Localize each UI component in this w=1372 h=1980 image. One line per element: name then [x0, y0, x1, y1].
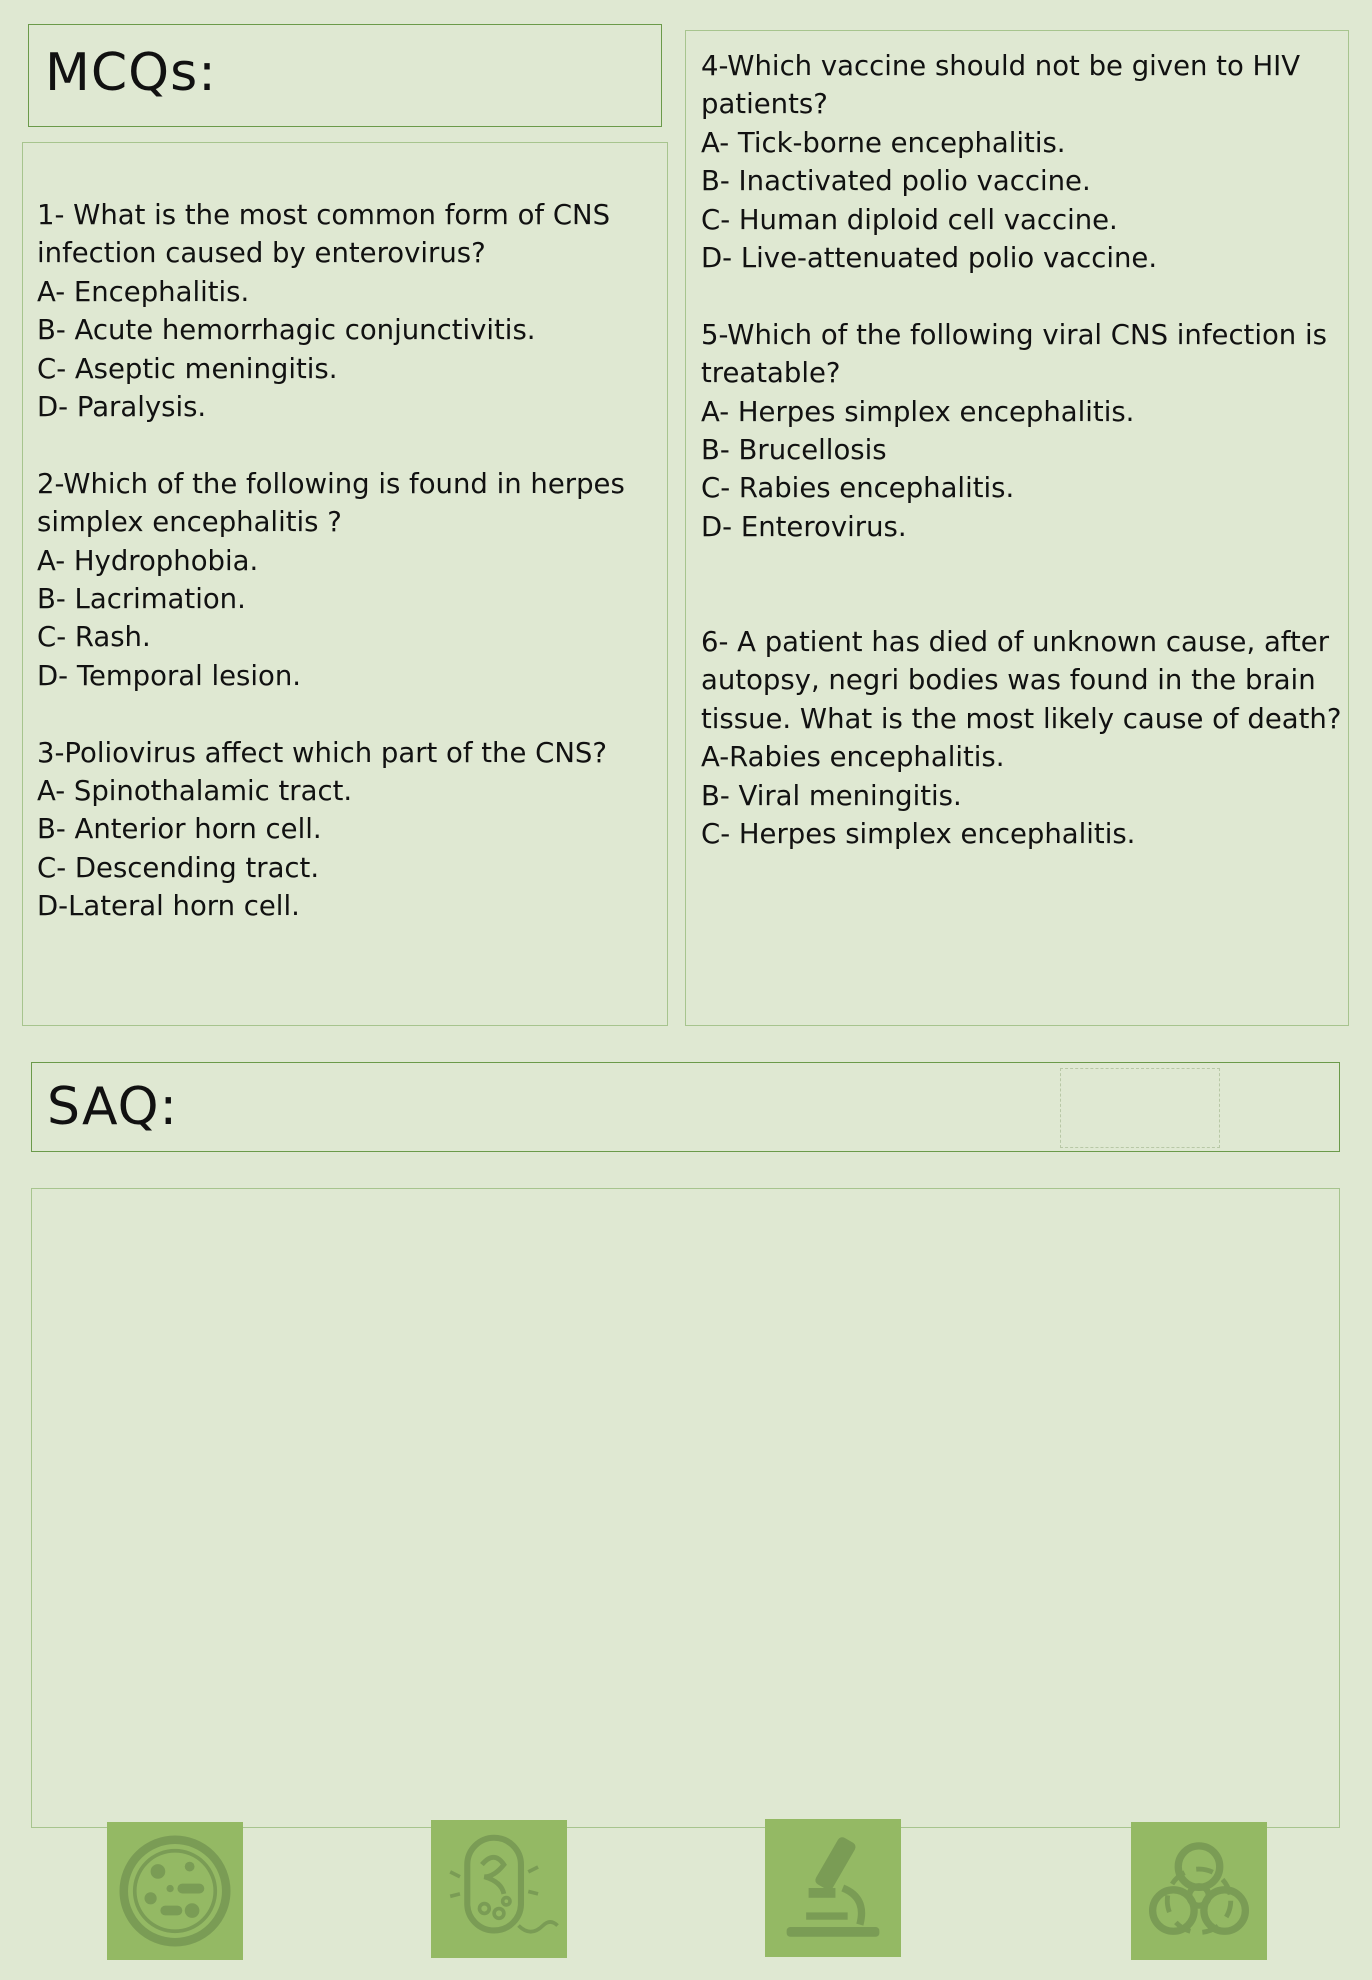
answer-option[interactable]: B- Acute hemorrhagic conjunctivitis.	[37, 314, 536, 347]
question-text: 5-Which of the following viral CNS infection is	[701, 318, 1327, 351]
placeholder-frame	[1060, 1068, 1220, 1148]
answer-option[interactable]: A- Herpes simplex encephalitis.	[701, 395, 1135, 428]
question-block	[701, 316, 1341, 546]
answer-option[interactable]: D- Live-attenuated polio vaccine.	[701, 242, 1158, 275]
mcq-title-box	[28, 24, 662, 127]
question-text: autopsy, negri bodies was found in the brain	[701, 664, 1316, 697]
microscope-icon	[772, 1827, 894, 1949]
bacterium-tile	[431, 1820, 567, 1958]
answer-option[interactable]: B- Viral meningitis.	[701, 779, 962, 812]
question-block	[37, 734, 657, 926]
answer-option[interactable]: A-Rabies encephalitis.	[701, 741, 1005, 774]
answer-option[interactable]: D-Lateral horn cell.	[37, 890, 300, 923]
answer-option[interactable]: C- Descending tract.	[37, 851, 320, 884]
answer-option[interactable]: B- Brucellosis	[701, 434, 887, 467]
saq-title: SAQ:	[47, 1077, 179, 1137]
question-text: 2-Which of the following is found in herpes	[37, 467, 625, 500]
question-gap	[701, 277, 1341, 315]
biohazard-tile	[1131, 1822, 1267, 1960]
question-text: 6- A patient has died of unknown cause, after	[701, 626, 1330, 659]
question-gap	[37, 426, 657, 464]
question-text: treatable?	[701, 357, 841, 390]
answer-option[interactable]: C- Rabies encephalitis.	[701, 472, 1015, 505]
answer-option[interactable]: C- Rash.	[37, 621, 151, 654]
question-gap	[701, 546, 1341, 623]
microscope-tile	[765, 1819, 901, 1957]
biohazard-icon	[1138, 1830, 1260, 1952]
mcq-title: MCQs:	[45, 43, 217, 103]
question-text: patients?	[701, 88, 828, 121]
question-block	[37, 196, 657, 426]
answer-option[interactable]: C- Aseptic meningitis.	[37, 352, 338, 385]
question-text: 1- What is the most common form of CNS	[37, 199, 611, 231]
answer-option[interactable]: B- Anterior horn cell.	[37, 813, 322, 846]
answer-option[interactable]: D- Temporal lesion.	[37, 659, 302, 692]
saq-title-box	[31, 1062, 1340, 1152]
question-text: infection caused by enterovirus?	[37, 237, 486, 270]
petri-dish-tile	[107, 1822, 243, 1960]
saq-answer-text	[32, 1189, 1339, 1221]
mcq-left-questions	[37, 196, 657, 926]
question-block	[37, 465, 657, 695]
question-gap	[37, 695, 657, 733]
petri-dish-icon	[114, 1830, 236, 1952]
answer-option[interactable]: A- Encephalitis.	[37, 275, 250, 308]
question-text: 4-Which vaccine should not be given to HIV	[701, 50, 1301, 82]
answer-option[interactable]: B- Inactivated polio vaccine.	[701, 165, 1091, 198]
question-text: simplex encephalitis ?	[37, 506, 342, 539]
answer-option[interactable]: A- Tick-borne encephalitis.	[701, 126, 1066, 159]
question-text: tissue. What is the most likely cause of death?	[701, 702, 1342, 735]
answer-option[interactable]: D- Enterovirus.	[701, 510, 907, 543]
answer-option[interactable]: A- Spinothalamic tract.	[37, 775, 353, 808]
answer-option[interactable]: C- Herpes simplex encephalitis.	[701, 818, 1136, 851]
question-text: 3-Poliovirus affect which part of the CNS?	[37, 736, 607, 769]
answer-option[interactable]: C- Human diploid cell vaccine.	[701, 203, 1118, 236]
answer-option[interactable]: A- Hydrophobia.	[37, 544, 259, 577]
question-block	[701, 47, 1341, 277]
question-block	[701, 623, 1341, 853]
mcq-right-questions	[701, 47, 1341, 854]
answer-option[interactable]: B- Lacrimation.	[37, 583, 246, 616]
answer-option[interactable]: D- Paralysis.	[37, 391, 207, 424]
saq-answer-box[interactable]	[31, 1188, 1340, 1828]
bacterium-icon	[438, 1828, 560, 1950]
